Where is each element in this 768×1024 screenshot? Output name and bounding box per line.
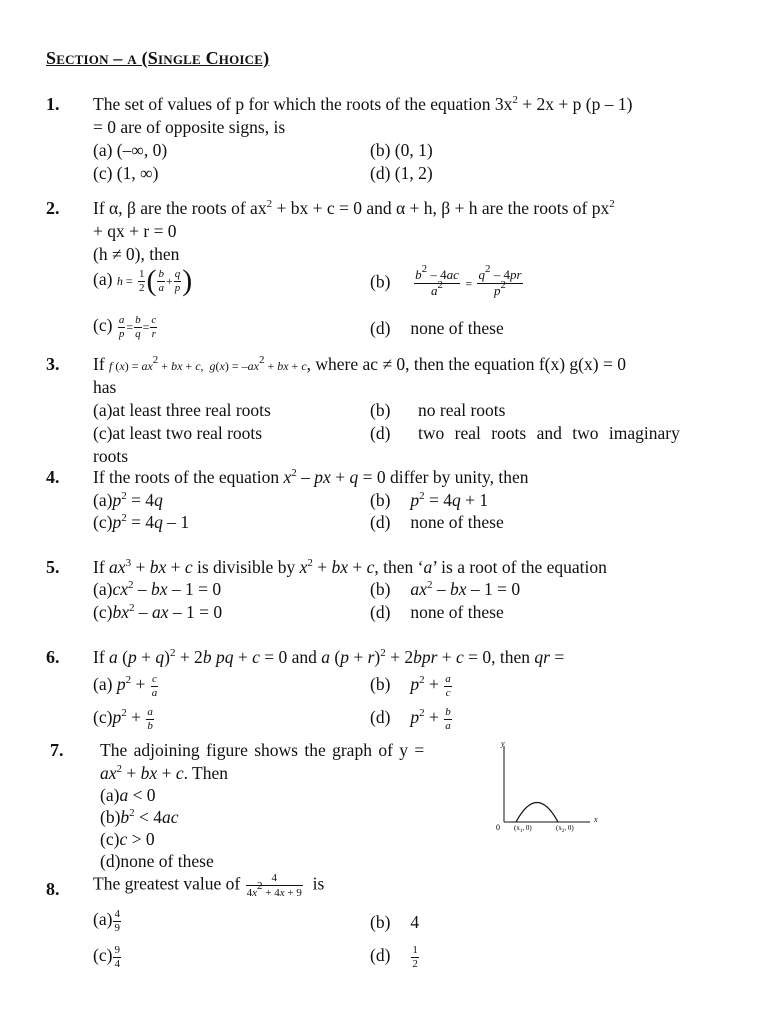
option-c[interactable]: (c) $\frac{9}{4}$ [93,944,120,970]
option-d[interactable]: (d) none of these [370,602,504,622]
option-c[interactable]: $(c)bx^2$ – ax – 1 = 0 [93,602,223,622]
option-b[interactable]: $(b)b^2 < 4ac$ [100,807,179,827]
option-d[interactable]: (d)none of these [100,851,214,871]
question-text: + qx + r = 0 [93,221,177,241]
option-b-label[interactable]: (b) [370,400,391,420]
option-a[interactable]: $(a)p^2 = 4q$ [93,490,163,510]
question-text: = 0 are of opposite signs, is [93,117,286,137]
option-d[interactable]: (d) none of these [370,318,504,338]
question-text: The adjoining figure shows the graph of y = [100,740,425,760]
option-a[interactable]: $(a)cx^2$ – bx – 1 = 0 [93,579,222,599]
option-d[interactable]: two real roots and two imaginary [418,423,680,443]
question-text: If α, β are the roots of $ax^2$ + bx + c = 0 and α + h, β + h are the roots of $px^2$ [93,198,615,218]
svg-text:(x2, 0): ($x_2$, 0) [556,824,574,834]
svg-text:(x1, 0): ($x_1$, 0) [514,824,532,834]
option-a[interactable]: (a)at least three real roots [93,400,271,420]
question-text: The greatest value of $\frac{4}{4x^2 + 4x + 9}$ is [93,872,325,899]
question-number: 4. [46,467,60,487]
option-d-wrap: roots [93,446,128,466]
parabola-graph [490,738,600,838]
question-text: If $ax^3$ + bx + c is divisible by $x^2$ + bx + c, then ‘a’ is a root of the equation [93,557,607,577]
svg-text:x: x [594,815,598,824]
option-b[interactable]: (b) $p^2 = 4q + 1$ [370,490,489,510]
option-b[interactable]: (b) $\frac{b^2 - 4ac}{a^2}$ = $\frac{q^2 - 4pr}{p^2}$ [370,263,522,298]
option-c[interactable]: (c) $\frac{a}{p}$ = $\frac{b}{q}$ = $\frac{c}{r}$ [93,314,157,340]
svg-text:y: y [501,739,505,748]
option-b[interactable]: (b) (0, 1) [370,140,433,160]
option-a[interactable]: (a) (–∞, 0) [93,140,168,160]
option-a[interactable]: (a) h = $\frac{1}{2}$ ( $\frac{b}{a}$ + $\frac{q}{p}$ ) [93,264,193,298]
option-b[interactable]: no real roots [418,400,506,420]
question-text: (h ≠ 0), then [93,244,180,264]
option-c[interactable]: (c)at least two real roots [93,423,263,443]
option-c[interactable]: $(c)p^2$ + $\frac{a}{b}$ [93,706,153,732]
question-number: 3. [46,354,60,374]
option-a[interactable]: (a) $p^2$ + $\frac{c}{a}$ [93,673,158,699]
question-text: If the roots of the equation $x^2$ – px + q = 0 differ by unity, then [93,467,529,487]
question-number: 1. [46,94,60,114]
question-number: 6. [46,647,60,667]
section-heading: Section – a (Single Choice) [46,48,270,68]
question-text: $ax^2$ + bx + c. Then [100,763,228,783]
question-text: has [93,377,117,397]
question-text: If a $(p + q)^2 + 2b$ pq + c = 0 and a $(p + r)^2 + 2bpr + c = 0$, then qr = [93,647,565,667]
question-number: 7. [50,740,64,760]
question-number: 8. [46,879,60,899]
option-b[interactable]: (b) 4 [370,912,420,932]
option-b[interactable]: (b) $p^2$ + $\frac{a}{c}$ [370,673,451,699]
question-text: The set of values of p for which the roots of the equation $3x^2 + 2x + p$ (p – 1) [93,94,633,114]
question-number: 5. [46,557,60,577]
question-text: If f $(x) = ax^2$ + bx + c, $g(x) = -ax^2$ + bx + c, where ac ≠ 0, then the equation f(x) g(x) = 0 [93,354,626,374]
option-d[interactable]: (d) $\frac{1}{2}$ [370,944,418,970]
option-b[interactable]: (b) $ax^2$ – bx – 1 = 0 [370,579,521,599]
option-d-label[interactable]: (d) [370,423,391,443]
option-a[interactable]: (a) $\frac{4}{9}$ [93,908,120,934]
option-d[interactable]: (d) $p^2$ + $\frac{b}{a}$ [370,706,451,732]
option-c[interactable]: (c)c > 0 [100,829,155,849]
svg-text:0: 0 [496,823,500,832]
option-a[interactable]: (a)a < 0 [100,785,156,805]
option-c[interactable]: $(c)p^2 = 4q - 1$ [93,512,190,532]
option-c[interactable]: (c) (1, ∞) [93,163,159,183]
option-d[interactable]: (d) none of these [370,512,504,532]
question-number: 2. [46,198,60,218]
option-d[interactable]: (d) (1, 2) [370,163,433,183]
